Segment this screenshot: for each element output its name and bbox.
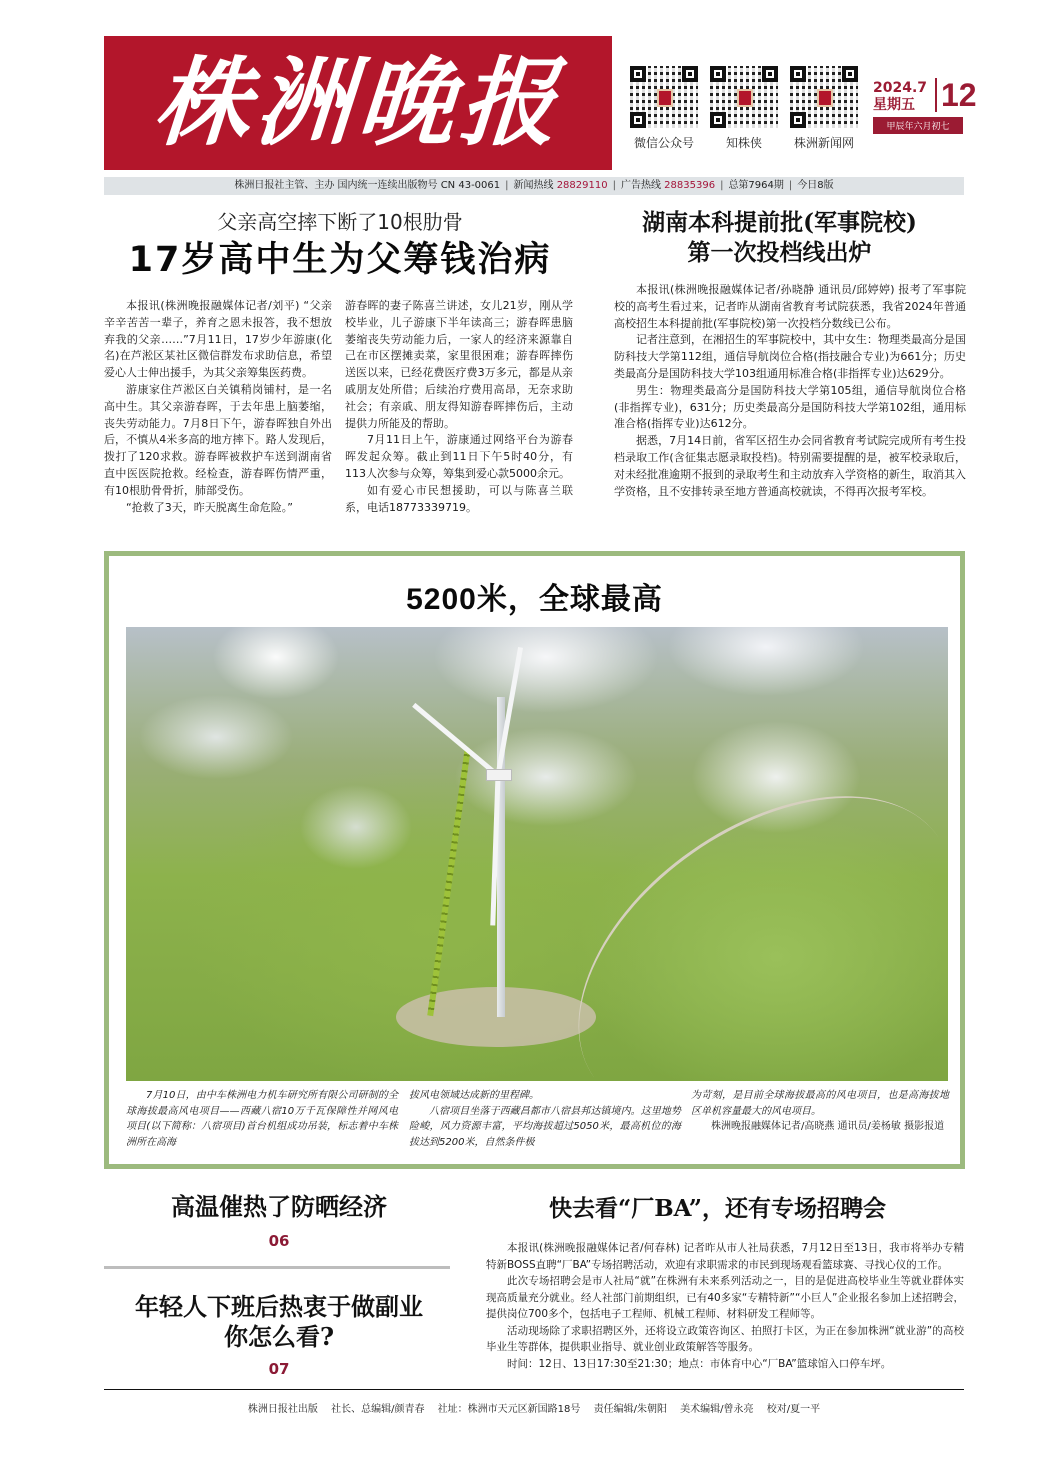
- issue-date: [873, 77, 977, 134]
- ad-hotline: 28835396: [664, 180, 716, 191]
- qr-code-icon[interactable]: [628, 64, 700, 130]
- issue-number: 总第7964期: [728, 180, 784, 191]
- crane-icon: [427, 748, 471, 1016]
- factory-ba-body: [486, 1240, 964, 1372]
- photo-feature-frame: [104, 551, 965, 1169]
- caption-column-2: [409, 1088, 681, 1150]
- paragraph: 记者注意到，在湘招生的军事院校中，其中女生：物理类最高分是国防科技大学第112组，通信导航岗位合格(指技融合专业)为661分；历史类最高分是国防科技大学103组通用标准合格(非指挥专业)达629分。: [614, 333, 966, 380]
- footer-art-editor: 美术编辑/曾永亮: [680, 1404, 754, 1415]
- paragraph: 游康家住芦淞区白关镇稍岗铺村，是一名高中生。其父亲游春晖，于去年患上脑萎缩，丧失劳动能力。7月8日下午，游春晖独自外出后，不慎从4米多高的地方摔下。路人发现后，拨打了120求救。游春晖被救护车送到湖南省直中医医院抢救。经检查，游春晖伤情严重，有10根肋骨骨折，肺部受伤。: [104, 382, 332, 497]
- year-month: 2024.7: [873, 80, 928, 96]
- headline-line-2: 第一次投档线出炉: [687, 239, 872, 266]
- qr-wechat[interactable]: [626, 64, 702, 151]
- qr-code-icon[interactable]: [788, 64, 860, 130]
- paragraph: 此次专场招聘会是市人社局“就”在株洲有未来系列活动之一，目的是促进高校毕业生等就业群体实现高质量充分就业。经人社部门前期组织，已有40多家“专精特新”“小巨人”企业报名参加上述招聘会，提供岗位700多个，包括电子工程师、机械工程师、材料研发工程师等。: [486, 1275, 964, 1320]
- paragraph: 本报讯(株洲晚报融媒体记者/孙晓静 通讯员/邱婷婷) 报考了军事院校的高考生看过来，记者昨从湖南省教育考试院获悉，我省2024年普通高校招生本科提前批(军事院校)第一次投档分数线已公布。: [614, 283, 966, 330]
- lead-subtitle: 父亲高空摔下断了10根肋骨: [217, 210, 463, 234]
- publisher-info: 株洲日报社主管、主办 国内统一连续出版物号 CN 43-0061: [234, 180, 501, 191]
- paragraph: 男生：物理类最高分是国防科技大学第105组，通信导航岗位合格(非指挥专业)，631分；历史类最高分是国防科技大学第102组，通用标准合格(指挥专业)达612分。: [614, 383, 966, 431]
- lead-headline[interactable]: 17岁高中生为父筹钱治病: [128, 240, 552, 280]
- right-story-headline[interactable]: [592, 208, 967, 268]
- photo-credit: 株洲晚报融媒体记者/高晓燕 通讯员/姜杨敏 摄影报道: [711, 1121, 945, 1132]
- weekday: 星期五: [873, 97, 915, 113]
- lead-column-2: [345, 298, 573, 516]
- right-story-body: [614, 282, 966, 500]
- qr-code-icon[interactable]: [708, 64, 780, 130]
- teaser-line-2: 你怎么看?: [223, 1322, 335, 1351]
- construction-pad: [396, 987, 596, 1047]
- newspaper-title: 株洲晚报: [150, 46, 566, 159]
- qr-news-site[interactable]: [786, 64, 862, 151]
- paragraph: 本报讯(株洲晚报融媒体记者/何春林) 记者昨从市人社局获悉，7月12日至13日，我市将举办专精特新BOSS直聘“厂BA”专场招聘活动，欢迎有求职需求的市民到现场观看篮球赛、寻找心仪的工作。: [486, 1242, 964, 1271]
- masthead-banner: [104, 36, 612, 170]
- teaser-page-number[interactable]: 07: [268, 1360, 290, 1378]
- caption-text: 八宿项目坐落于西藏昌都市八宿县邦达镇境内。这里地势险峻，风力资源丰富，平均海拔超过5050米，最高机位的海拔达到5200米，自然条件极: [409, 1105, 681, 1148]
- paragraph: 时间：12日、13日17:30至21:30；地点：市体育中心“厂BA”篮球馆入口停车坪。: [507, 1357, 892, 1370]
- page-count: 今日8版: [797, 180, 834, 191]
- qr-zhizhuxia[interactable]: [706, 64, 782, 151]
- teaser-page-number[interactable]: 06: [268, 1232, 290, 1250]
- turbine-blade: [412, 703, 499, 778]
- caption-text: 为苛刻，是目前全球海拔最高的风电项目，也是高海拔地区单机容量最大的风电项目。: [691, 1090, 949, 1117]
- paragraph: 据悉，7月14日前，省军区招生办会同省教育考试院完成所有考生投档录取工作(含征集志愿录取投档)。特别需要提醒的是，被军校录取后，对未经批准逾期不报到的录取考生和主动放弃入学资格的新生，取消其入学资格，且不安排转录至地方普通高校就读，不得再次报考军校。: [614, 434, 966, 498]
- ad-hotline-label: 广告热线: [620, 180, 661, 191]
- paragraph: 7月11日上午，游康通过网络平台为游春晖发起众筹。截止到11日下午5时40分，有113人次参与众筹，筹集到爱心款5000余元。: [345, 433, 573, 480]
- footer-chief-editor: 社长、总编辑/颜青春: [331, 1404, 425, 1415]
- caption-column-1: [126, 1088, 398, 1150]
- teaser-sunscreen-economy[interactable]: 高温催热了防晒经济: [171, 1192, 387, 1221]
- paragraph: 如有爱心市民想援助，可以与陈喜兰联系，电话18773339719。: [345, 483, 573, 514]
- caption-column-3: [691, 1088, 949, 1135]
- news-hotline-label: 新闻热线: [513, 180, 554, 191]
- lunar-date: 甲辰年六月初七: [873, 117, 963, 134]
- paragraph: 活动现场除了求职招聘区外，还将设立政策咨询区、拍照打卡区，为正在参加株洲“就业游”的高校毕业生等群体，提供职业指导、就业创业政策解答等服务。: [486, 1324, 964, 1353]
- footer-address: 社址：株洲市天元区新国路18号: [437, 1404, 581, 1415]
- day-number: 12: [935, 78, 977, 112]
- headline-line-1: 湖南本科提前批(军事院校): [642, 209, 917, 236]
- caption-text: 7月10日，由中车株洲电力机车研究所有限公司研制的全球海拔最高风电项目——西藏八宿10万千瓦保障性并网风电项目(以下简称：八宿项目)首台机组成功吊装，标志着中车株洲所在高海: [126, 1090, 398, 1148]
- paragraph: “抢救了3天，昨天脱离生命危险。”: [126, 500, 293, 514]
- teaser-line-1: 年轻人下班后热衷于做副业: [135, 1292, 423, 1321]
- footer-divider: [104, 1389, 964, 1390]
- mountain-road: [519, 730, 948, 1081]
- caption-text: 拔风电领域达成新的里程碑。: [409, 1090, 539, 1101]
- factory-ba-headline[interactable]: 快去看“厂BA”，还有专场招聘会: [548, 1195, 886, 1222]
- wind-turbine-photo[interactable]: [126, 627, 948, 1081]
- paragraph: 本报讯(株洲晚报融媒体记者/刘平) “父亲辛辛苦苦一辈子，养育之恩未报答，我不想放弃我的父亲……”7月11日，17岁少年游康(化名)在芦淞区某社区微信群发布求助信息，希望爱心人士伸出援手，为其父亲筹集医药费。: [104, 299, 332, 380]
- qr-label: 微信公众号: [633, 136, 694, 150]
- footer-proofreader: 校对/夏一平: [766, 1404, 821, 1415]
- news-hotline: 28829110: [556, 180, 608, 191]
- photo-headline[interactable]: 5200米，全球最高: [406, 583, 663, 616]
- divider: [104, 1266, 450, 1269]
- lead-column-1: [104, 298, 332, 516]
- footer-publisher: 株洲日报社出版: [247, 1404, 318, 1415]
- paragraph: 游春晖的妻子陈喜兰讲述，女儿21岁，刚从学校毕业，儿子游康下半年读高三；游春晖患脑萎缩丧失劳动能力后，一家人的经济来源靠自己在市区摆摊卖菜，家里很困难；游春晖摔伤送医以来，已经花费医疗费3万多元，都是从亲戚朋友处所借；后续治疗费用高昂，无奈求助社会；有亲戚、朋友得知游春晖摔伤后，主动提供力所能及的帮助。: [345, 299, 573, 430]
- teaser-side-hustle[interactable]: [104, 1292, 454, 1352]
- footer-credits: [104, 1400, 964, 1415]
- turbine-nacelle: [486, 769, 512, 781]
- qr-label: 株洲新闻网: [793, 136, 854, 150]
- qr-label: 知株侠: [725, 136, 762, 150]
- footer-editor: 责任编辑/朱朝阳: [593, 1404, 667, 1415]
- info-bar: 株洲日报社主管、主办 国内统一连续出版物号 CN 43-0061 | 新闻热线 28829110 | 广告热线 28835396 | 总第7964期 | 今日8版: [104, 177, 964, 195]
